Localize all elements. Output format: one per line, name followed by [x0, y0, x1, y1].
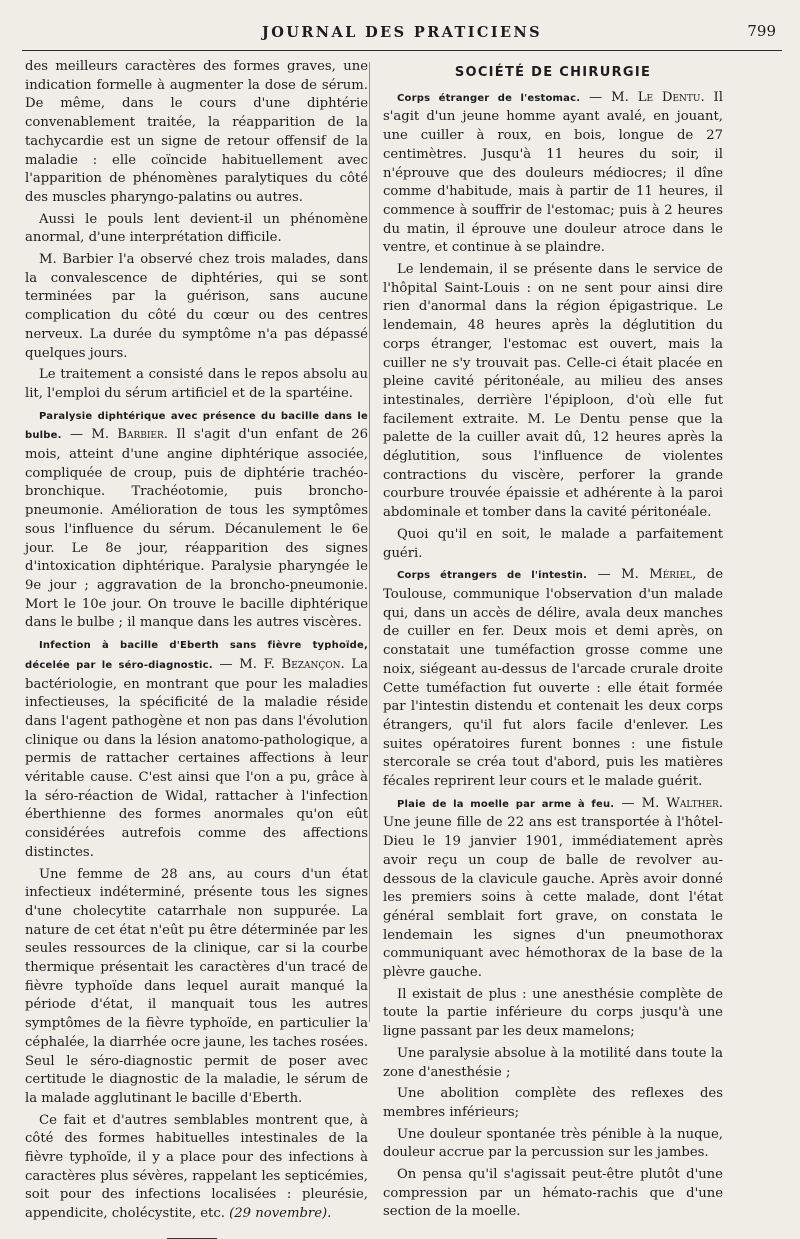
section-title: SOCIÉTÉ DE CHIRURGIE [454, 65, 652, 80]
article-heading: Paralysie diphtérique avec présence du bacille dans le bulbe. [25, 410, 368, 442]
article-author: M. Barbier. [91, 427, 168, 443]
article-text: de Toulouse, communique l'observation d'un malade qui, dans un accès de délire, avala deux manches de cuiller en fer. Deux mois et demi après, on constatait une tuméfaction grosse comme une noix, siégeant au-dessus de l'arcade crurale droite Cette tuméfaction fut ouverte : elle était formée par l'intestin distendu et contenait les deux corps étrangers, qu'il fut alors facile d'enlever. Les suites opératoires furent bonnes : une fistule stercorale se créa tout d'abord, puis les matières fécales reprirent leur cours et le malade guérit. [383, 567, 724, 790]
article-text: La bactériologie, en montrant que pour les maladies infectieuses, la spécificité de la maladie réside dans l'agent pathogène et non pas dans l'évolution clinique ou dans la lésion anatomo-pathologique, a permis de rattacher certaines affections à leur véritable cause. C'est ainsi que l'on a pu, grâce à la séro-réaction de Widal, rattacher à l'infection éberthienne des formes anormales qu'on eût considérées autrefois comme des affections distinctes. [25, 656, 369, 860]
article-corps-etranger-estomac: Corps étranger de l'estomac. — M. Le Dentu. Il s'agit d'un jeune homme ayant avalé, en jouant, une cuiller à roux, en bois, longue de 27 centimètres. Jusqu'à 11 heures du soir, il n'éprouve que des douleurs médiocres; il dîne comme d'habitude, mais à partir de 11 heures, il commence à souffrir de l'estomac; puis à 2 heures du matin, il éprouve une douleur atroce dans le ventre, et continue à se plaindre. [383, 89, 723, 256]
article-text: Il s'agit d'un enfant de 26 mois, atteint d'une angine diphtérique associée, compliquée de croup, puis de diphtérie trachéo-bronchique. Trachéotomie, puis broncho-pneumonie. Amélioration de tous les symptômes sous l'influence du sérum. Décanulement le 6e jour. Le 8e jour, réapparition des signes d'intoxication diphtérique. Paralysie pharyngée le 9e jour ; aggravation de la broncho-pneumonie. Mort le 10e jour. On trouve le bacille diphtérique dans le bulbe ; il manque dans les autres viscères. [25, 427, 369, 631]
right-column [383, 58, 723, 1225]
column-divider [369, 62, 370, 1022]
journal-title: JOURNAL DES PRATICIENS [262, 24, 542, 41]
article-plaie-moelle: Plaie de la moelle par arme à feu. — M. Walther. Une jeune fille de 22 ans est transportée à l'hôtel-Dieu le 19 janvier 1901, immédiatement après avoir reçu un coup de balle de revolver au-dessous de la clavicule gauche. Après avoir donné les premiers soins à cette malade, dont l'état général semblait fort grave, on constata le lendemain les signes d'un pneumothorax communiquant avec hémothorax de la base de la plèvre gauche. [383, 795, 723, 981]
paragraph: Aussi le pouls lent devient-il un phénomène anormal, d'une interprétation difficile. [25, 211, 368, 246]
article-heading: Corps étrangers de l'intestin. [397, 570, 588, 582]
article-paralysie: Paralysie diphtérique avec présence du bacille dans le bulbe. — M. Barbier. Il s'agit d'un enfant de 26 mois, atteint d'une angine diphtérique associée, compliquée de croup, puis de diphtérie trachéo-bronchique. Trachéotomie, puis broncho-pneumonie. Amélioration de tous les symptômes sous l'influence du sérum. Décanulement le 6e jour. Le 8e jour, réapparition des signes d'intoxication diphtérique. Paralysie pharyngée le 9e jour ; aggravation de la broncho-pneumonie. Mort le 10e jour. On trouve le bacille diphtérique dans le bulbe ; il manque dans les autres viscères. [25, 410, 369, 631]
paragraph: On pensa qu'il s'agissait peut-être plutôt d'une compression par un hémato-rachis que d'une section de la moelle. [383, 1167, 723, 1220]
paragraph: Le lendemain, il se présente dans le service de l'hôpital Saint-Louis : on ne sent pour ainsi dire rien d'anormal dans la région épigastrique. Le lendemain, 48 heures après la déglutition du corps étranger, l'estomac est ouvert, mais la cuiller ne s'y trouvait pas. Celle-ci était placée en pleine cavité péritonéale, au milieu des anses intestinales, derrière l'épiploon, d'où elle fut facilement extraite. M. Le Dentu pense que la palette de la cuiller avait dû, 12 heures après la déglutition, sous l'influence de violentes contractions du viscère, perforer la grande courbure trouvée épaissie et adhérente à la paroi abdominale et tomber dans la cavité péritonéale. [383, 262, 723, 521]
article-author: M. F. Bezançon. [239, 656, 345, 672]
article-infection: Infection à bacille d'Eberth sans fièvre typhoïde, décelée par le séro-diagnostic. — M. F. Bezançon. La bactériologie, en montrant que pour les maladies infectieuses, la spécificité de la maladie réside dans l'agent pathogène et non pas dans l'évolution clinique ou dans la lésion anatomo-pathologique, a permis de rattacher certaines affections à leur véritable cause. C'est ainsi que l'on a pu, grâce à la séro-réaction de Widal, rattacher à l'infection éberthienne des formes anormales qu'on eût considérées autrefois comme des affections distinctes. [25, 640, 369, 860]
article-corps-etrangers-intestin: Corps étrangers de l'intestin. — M. Mériel, de Toulouse, communique l'observation d'un malade qui, dans un accès de délire, avala deux manches de cuiller en fer. Deux mois et demi après, on constatait une tuméfaction grosse comme une noix, siégeant au-dessus de l'arcade crurale droite Cette tuméfaction fut ouverte : elle était formée par l'intestin distendu et contenait les deux corps étrangers, qu'il fut alors facile d'enlever. Les suites opératoires furent bonnes : une fistule stercorale se créa tout d'abord, puis les matières fécales reprirent leur cours et le malade guérit. [383, 567, 724, 790]
page-number: 799 [747, 22, 776, 40]
paragraph: Une femme de 28 ans, au cours d'un état infectieux indéterminé, présente tous les signes d'une cholecytite catarrhale non suppurée. La nature de cet état n'eût pu être déterminée par les seules ressources de la clinique, car si la courbe thermique présentait les caractères d'un tracé de fièvre typhoïde dans lequel aurait manqué la période d'état, il manquait tous les autres symptômes de la fièvre typhoïde, en particulier la céphalée, la diarrhée ocre jaune, les taches rosées. Seul le séro-diagnostic permit de poser avec certitude le diagnostic de la maladie, le sérum de la malade agglutinant le bacille d'Eberth. [25, 866, 369, 1106]
left-column [25, 58, 368, 1239]
paragraph: Quoi qu'il en soit, le malade a parfaitement guéri. [383, 526, 723, 561]
article-heading: Plaie de la moelle par arme à feu. [397, 798, 615, 810]
paragraph: Une abolition complète des reflexes des membres inférieurs; [383, 1086, 723, 1120]
paragraph-closing [25, 1112, 368, 1224]
article-author: M. Walther. [641, 795, 723, 811]
article-text: Il s'agit d'un jeune homme ayant avalé, en jouant, une cuiller à roux, en bois, longue de 27 centimètres. Jusqu'à 11 heures du soir, il n'éprouve que des douleurs médiocres; il dîne comme d'habitude, mais à partir de 11 heures, il commence à souffrir de l'estomac; puis à 2 heures du matin, il éprouve une douleur atroce dans le ventre, et continue à se plaindre. [383, 89, 723, 256]
paragraph: M. Barbier l'a observé chez trois malades, dans la convalescence de diphtéries, qui se sont terminées par la guérison, sans aucune complication du côté du cœur ou des centres nerveux. La durée du symptôme n'a pas dépassé quelques jours. [25, 252, 368, 361]
session-date: (29 novembre). [229, 1206, 332, 1222]
paragraph: Une paralysie absolue à la motilité dans toute la zone d'anesthésie ; [383, 1045, 723, 1080]
paragraph: Le traitement a consisté dans le repos absolu au lit, l'emploi du sérum artificiel et de la spartéine. [25, 367, 368, 401]
paragraph: Il existait de plus : une anesthésie complète de toute la partie inférieure du corps jusqu'à une ligne passant par les deux mamelons; [383, 986, 723, 1040]
paragraph: des meilleurs caractères des formes graves, une indication formelle à augmenter la dose de sérum. De même, dans le cours d'une diphtérie convenablement traitée, la réapparition de la tachycardie est un signe de retour offensif de la maladie : elle coïncide habituellement avec l'apparition de phénomènes paralytiques du côté des muscles pharyngo-palatins ou autres. [25, 59, 368, 205]
page-header [22, 18, 782, 50]
article-heading: Infection à bacille d'Eberth sans fièvre typhoïde, décelée par le séro-diagnostic. [25, 640, 368, 671]
paragraph-text: Ce fait et d'autres semblables montrent que, à côté des formes habituelles intestinales de la fièvre typhoïde, il y a place pour des infections à caractères plus sévères, rappelant les septicémies, soit pour des infections localisées : pleurésie, appendicite, cholécystite, etc. [25, 1112, 368, 1222]
article-author: M. Mériel, [621, 567, 697, 583]
article-heading: Corps étranger de l'estomac. [397, 92, 581, 104]
paragraph: Une douleur spontanée très pénible à la nuque, douleur accrue par la percussion sur les jambes. [383, 1126, 723, 1161]
header-rule [22, 50, 782, 51]
article-author: M. Le Dentu. [611, 89, 705, 105]
article-text: Une jeune fille de 22 ans est transportée à l'hôtel-Dieu le 19 janvier 1901, immédiatement après avoir reçu un coup de balle de revolver au-dessous de la clavicule gauche. Après avoir donné les premiers soins à cette malade, dont l'état général semblait fort grave, on constata le lendemain les signes d'un pneumothorax communiquant avec hémothorax de la base de la plèvre gauche. [383, 815, 723, 981]
